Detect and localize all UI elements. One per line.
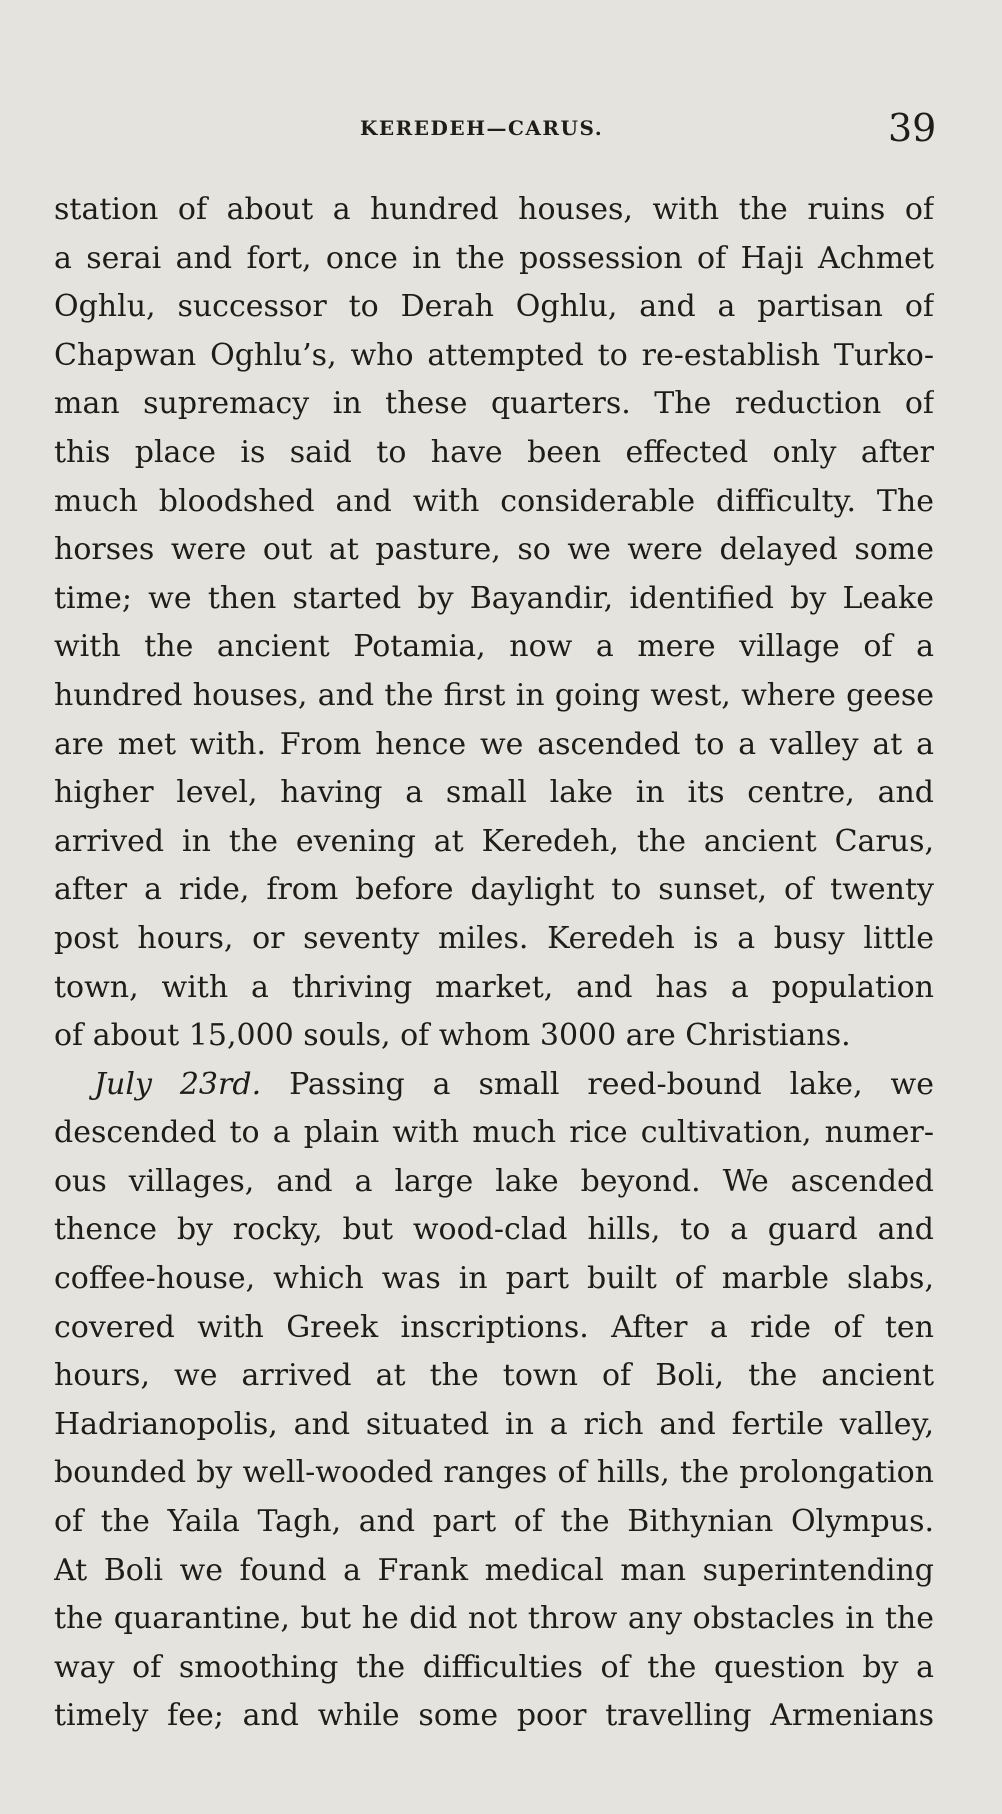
text-line: post hours, or seventy miles. Keredeh is a busy little [54, 920, 934, 956]
text-line: of the Yaila Tagh, and part of the Bithynian Olympus. [54, 1504, 934, 1540]
text-line: after a ride, from before daylight to sunset, of twenty [54, 872, 934, 908]
text-line: Chapwan Oghlu’s, who attempted to re-establish Turko- [54, 337, 934, 373]
text-line: thence by rocky, but wood-clad hills, to a guard and [54, 1212, 934, 1248]
date-heading: July 23rd. [94, 1066, 262, 1102]
text-line: higher level, having a small lake in its centre, and [54, 775, 934, 811]
paragraph-first-line-text: Passing a small reed-bound lake, we [289, 1066, 934, 1102]
text-line: way of smoothing the difficulties of the question by a [54, 1649, 934, 1685]
text-line: a serai and fort, once in the possession of Haji Achmet [54, 240, 934, 276]
text-line: much bloodshed and with considerable difficulty. The [54, 483, 934, 519]
text-line: covered with Greek inscriptions. After a ride of ten [54, 1309, 934, 1345]
text-line: Oghlu, successor to Derah Oghlu, and a partisan of [54, 289, 934, 325]
text-line: station of about a hundred houses, with the ruins of [54, 192, 934, 227]
text-line: coffee-house, which was in part built of marble slabs, [54, 1261, 934, 1297]
text-line: Hadrianopolis, and situated in a rich and fertile valley, [54, 1406, 934, 1442]
text-line: ous villages, and a large lake beyond. We ascended [54, 1163, 934, 1199]
running-title: KEREDEH—CARUS. [360, 116, 604, 140]
text-line: timely fee; and while some poor travelling Armenians [54, 1698, 934, 1734]
text-line-paragraph-end: of about 15,000 souls, of whom 3000 are Christians. [54, 1018, 851, 1054]
text-line: this place is said to have been effected only after [54, 434, 934, 470]
text-line: hours, we arrived at the town of Boli, the ancient [54, 1358, 934, 1394]
text-line: At Boli we found a Frank medical man superintending [54, 1552, 934, 1588]
paragraph-first-line [54, 1061, 934, 1110]
running-head [0, 106, 1002, 152]
text-line: are met with. From hence we ascended to a valley at a [54, 726, 934, 762]
text-line: town, with a thriving market, and has a population [54, 969, 934, 1005]
text-line: horses were out at pasture, so we were delayed some [54, 532, 934, 568]
text-line: hundred houses, and the first in going west, where geese [54, 677, 934, 713]
text-line: bounded by well-wooded ranges of hills, the prolongation [54, 1455, 934, 1491]
text-line: with the ancient Potamia, now a mere village of a [54, 629, 934, 665]
text-line: man supremacy in these quarters. The reduction of [54, 386, 934, 422]
text-line: descended to a plain with much rice cultivation, numer- [54, 1115, 934, 1151]
page-number: 39 [888, 106, 937, 150]
text-line: the quarantine, but he did not throw any obstacles in the [54, 1601, 934, 1637]
text-line: arrived in the evening at Keredeh, the ancient Carus, [54, 823, 934, 859]
body-text [54, 186, 934, 1741]
text-line: time; we then started by Bayandir, identified by Leake [54, 580, 934, 616]
